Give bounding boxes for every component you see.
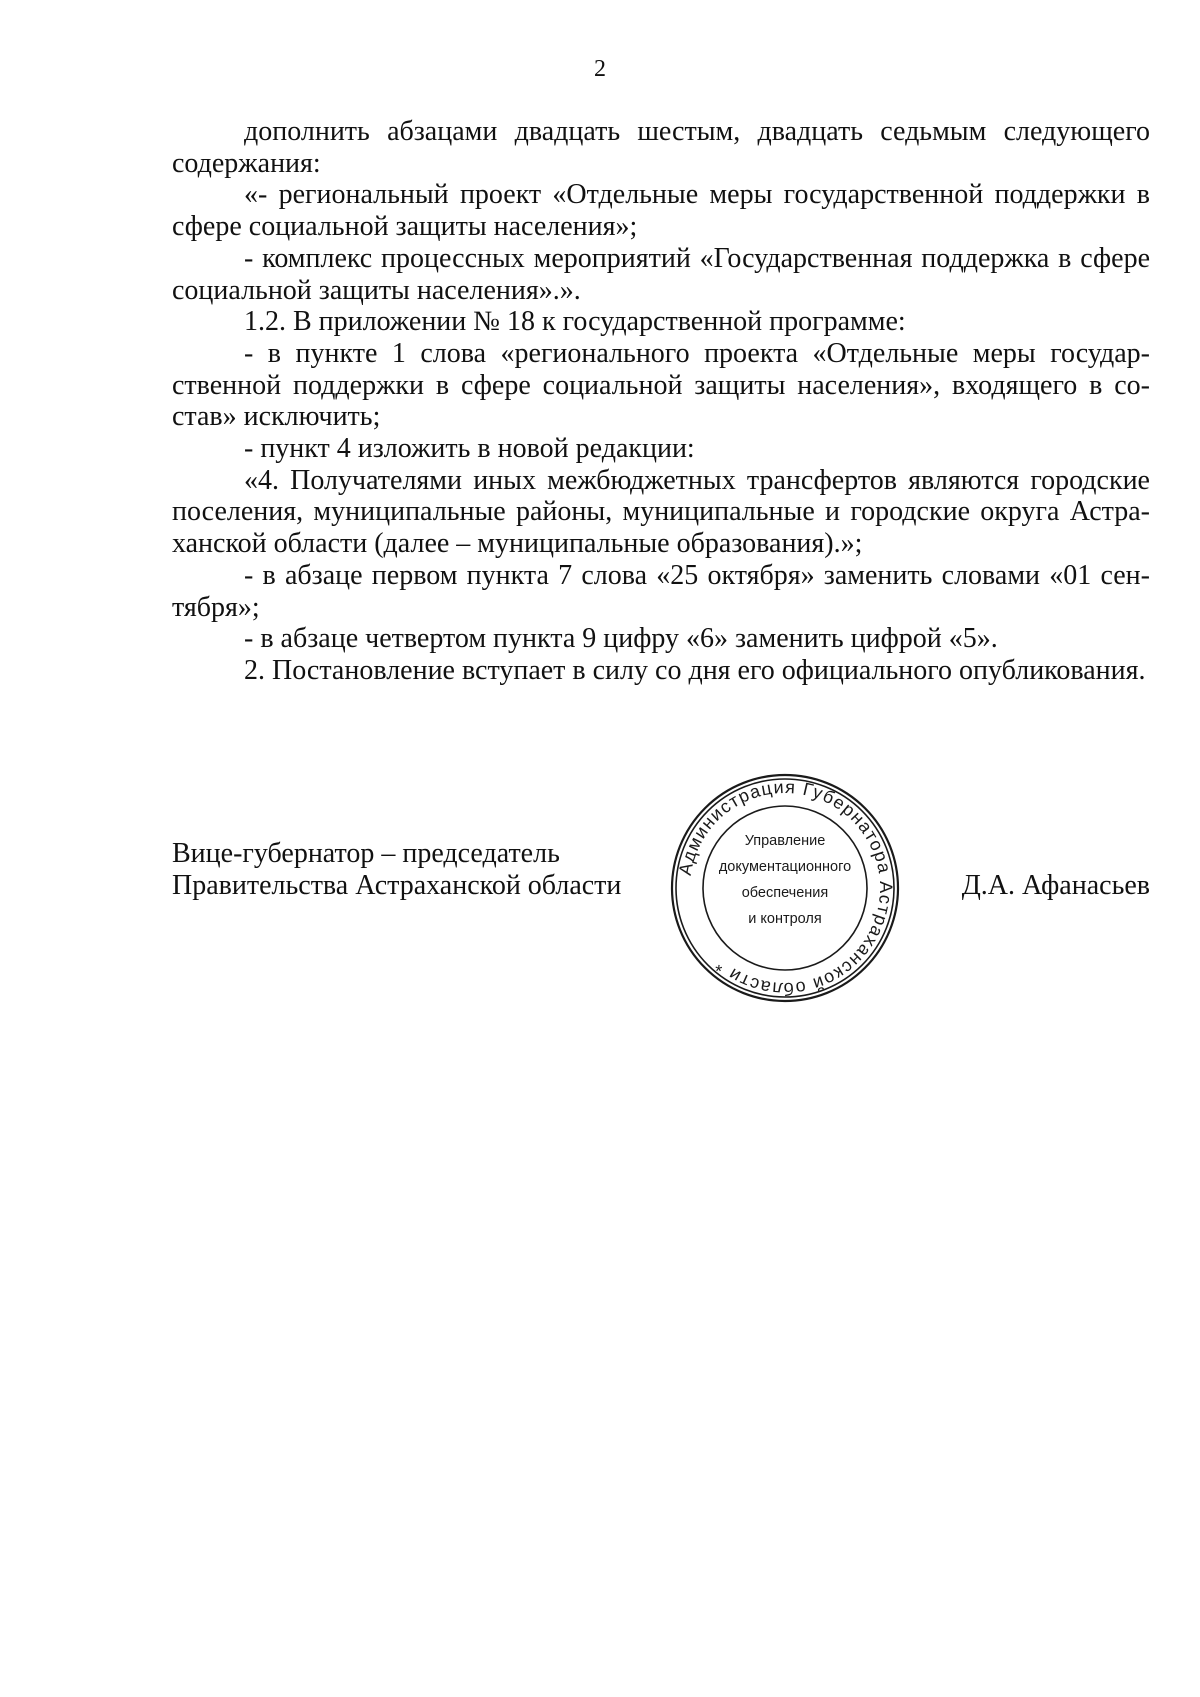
signatory-position [172, 838, 621, 902]
seal-line: документационного [718, 859, 852, 875]
paragraph: - пункт 4 изложить в новой редакции: [244, 433, 695, 465]
position-line: Правительства Астраханской области [172, 870, 622, 901]
paragraph: «- региональный проект «Отдельные меры государственной поддержки в сфере социальной защиты населения»; [172, 179, 1150, 243]
page-number: 2 [594, 56, 606, 82]
paragraph: - в абзаце четвертом пункта 9 цифру «6» заменить цифрой «5». [244, 623, 998, 655]
seal-center-text [702, 828, 868, 932]
seal-line: обеспечения [741, 885, 829, 901]
paragraph: - в абзаце первом пункта 7 слова «25 октября» заменить словами «01 сентября»; [172, 559, 1150, 623]
seal-line: Управление [744, 833, 826, 849]
paragraph: дополнить абзацами двадцать шестым, двадцать седьмым следующего содержания: [172, 116, 1150, 179]
paragraph: - комплекс процессных мероприятий «Государственная поддержка в сфере социальной защиты населения».». [172, 242, 1150, 306]
paragraph: - в пункте 1 слова «регионального проекта «Отдельные меры государственной поддержки в сфере социальной защиты населения», входящего в состав» исключить; [172, 337, 1150, 433]
paragraph: «4. Получателями иных межбюджетных трансфертов являются городские поселения, муниципальные районы, муниципальные и городские округа Астраханской области (далее – муниципальные образования).»; [172, 464, 1150, 560]
official-seal [669, 772, 901, 1004]
signatory-name: Д.А. Афанасьев [961, 870, 1150, 901]
document-body [172, 116, 1150, 687]
paragraph: 1.2. В приложении № 18 к государственной программе: [244, 306, 906, 338]
seal-line: и контроля [748, 911, 822, 927]
paragraph: 2. Постановление вступает в силу со дня его официального опубликования. [244, 654, 1146, 686]
seal-outer-text: Администрация Губернатора Астраханской области * [674, 776, 897, 1000]
position-line: Вице-губернатор – председатель [172, 838, 560, 869]
